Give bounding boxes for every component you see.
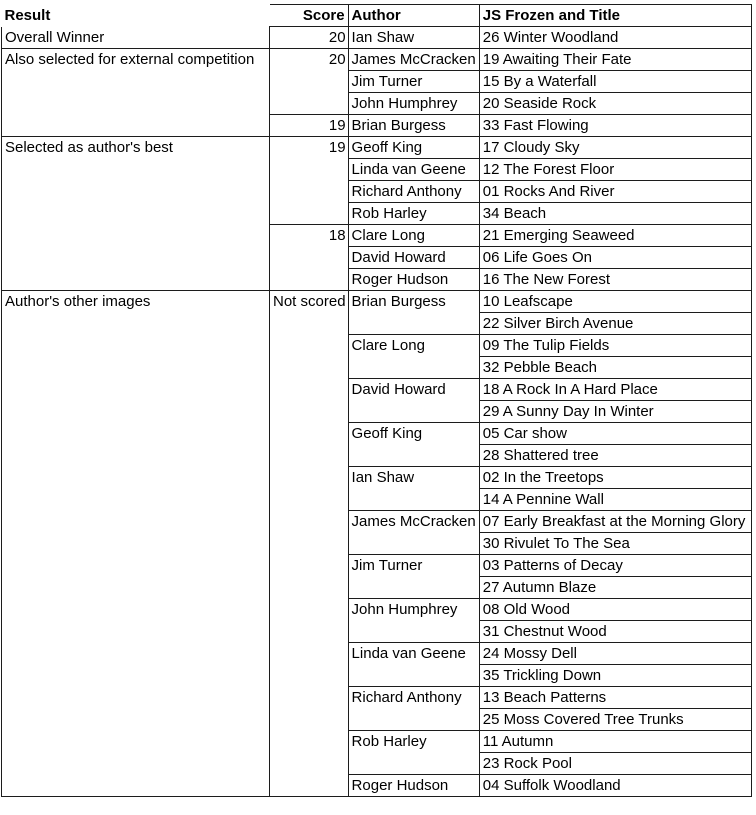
title-cell: 28 Shattered tree	[479, 445, 751, 467]
title-cell: 09 The Tulip Fields	[479, 335, 751, 357]
title-cell: 08 Old Wood	[479, 599, 751, 621]
table-row	[2, 27, 752, 49]
author-cell: Jim Turner	[348, 71, 479, 93]
title-cell: 29 A Sunny Day In Winter	[479, 401, 751, 423]
score-cell: Not scored	[270, 291, 349, 797]
title-cell: 04 Suffolk Woodland	[479, 775, 751, 797]
author-cell: Roger Hudson	[348, 269, 479, 291]
column-header-result: Result	[4, 6, 51, 24]
header-row	[2, 5, 752, 27]
title-cell: 30 Rivulet To The Sea	[479, 533, 751, 555]
table-row	[2, 49, 752, 71]
result-cell: Also selected for external competition	[2, 49, 270, 137]
author-cell: Clare Long	[348, 225, 479, 247]
title-cell: 26 Winter Woodland	[479, 27, 751, 49]
author-cell: Rob Harley	[348, 203, 479, 225]
results-table	[1, 4, 752, 797]
author-cell: Ian Shaw	[348, 467, 479, 511]
title-cell: 16 The New Forest	[479, 269, 751, 291]
title-cell: 18 A Rock In A Hard Place	[479, 379, 751, 401]
title-cell: 17 Cloudy Sky	[479, 137, 751, 159]
title-cell: 19 Awaiting Their Fate	[479, 49, 751, 71]
title-cell: 33 Fast Flowing	[479, 115, 751, 137]
author-cell: James McCracken	[348, 49, 479, 71]
title-cell: 22 Silver Birch Avenue	[479, 313, 751, 335]
title-cell: 12 The Forest Floor	[479, 159, 751, 181]
author-cell: Linda van Geene	[348, 643, 479, 687]
author-cell: Geoff King	[348, 423, 479, 467]
author-cell: Brian Burgess	[348, 291, 479, 335]
table-row	[2, 291, 752, 313]
column-header-author: Author	[348, 5, 479, 27]
author-cell: James McCracken	[348, 511, 479, 555]
author-cell: David Howard	[348, 379, 479, 423]
score-cell: 20	[270, 27, 349, 49]
score-cell: 19	[270, 137, 349, 225]
title-cell: 13 Beach Patterns	[479, 687, 751, 709]
title-cell: 07 Early Breakfast at the Morning Glory	[479, 511, 751, 533]
author-cell: Richard Anthony	[348, 687, 479, 731]
author-cell: Richard Anthony	[348, 181, 479, 203]
title-cell: 21 Emerging Seaweed	[479, 225, 751, 247]
column-header-score: Score	[270, 5, 349, 27]
author-cell: John Humphrey	[348, 93, 479, 115]
title-cell: 03 Patterns of Decay	[479, 555, 751, 577]
results-table-body	[2, 27, 752, 797]
title-cell: 06 Life Goes On	[479, 247, 751, 269]
title-cell: 01 Rocks And River	[479, 181, 751, 203]
author-cell: Geoff King	[348, 137, 479, 159]
author-cell: Clare Long	[348, 335, 479, 379]
title-cell: 14 A Pennine Wall	[479, 489, 751, 511]
author-cell: Ian Shaw	[348, 27, 479, 49]
title-cell: 31 Chestnut Wood	[479, 621, 751, 643]
title-cell: 27 Autumn Blaze	[479, 577, 751, 599]
result-cell: Selected as author's best	[2, 137, 270, 291]
title-cell: 25 Moss Covered Tree Trunks	[479, 709, 751, 731]
title-cell: 10 Leafscape	[479, 291, 751, 313]
score-cell: 18	[270, 225, 349, 291]
title-cell: 23 Rock Pool	[479, 753, 751, 775]
author-cell: Brian Burgess	[348, 115, 479, 137]
author-cell: John Humphrey	[348, 599, 479, 643]
author-cell: Roger Hudson	[348, 775, 479, 797]
author-cell: Linda van Geene	[348, 159, 479, 181]
score-cell: 19	[270, 115, 349, 137]
table-row	[2, 137, 752, 159]
title-cell: 24 Mossy Dell	[479, 643, 751, 665]
title-cell: 32 Pebble Beach	[479, 357, 751, 379]
title-cell: 34 Beach	[479, 203, 751, 225]
title-cell: 20 Seaside Rock	[479, 93, 751, 115]
result-cell: Overall Winner	[2, 27, 270, 49]
author-cell: Jim Turner	[348, 555, 479, 599]
title-cell: 05 Car show	[479, 423, 751, 445]
score-cell: 20	[270, 49, 349, 115]
author-cell: Rob Harley	[348, 731, 479, 775]
title-cell: 15 By a Waterfall	[479, 71, 751, 93]
title-cell: 02 In the Treetops	[479, 467, 751, 489]
title-cell: 35 Trickling Down	[479, 665, 751, 687]
title-cell: 11 Autumn	[479, 731, 751, 753]
column-header-js-frozen-and-title: JS Frozen and Title	[479, 5, 751, 27]
author-cell: David Howard	[348, 247, 479, 269]
result-cell: Author's other images	[2, 291, 270, 797]
